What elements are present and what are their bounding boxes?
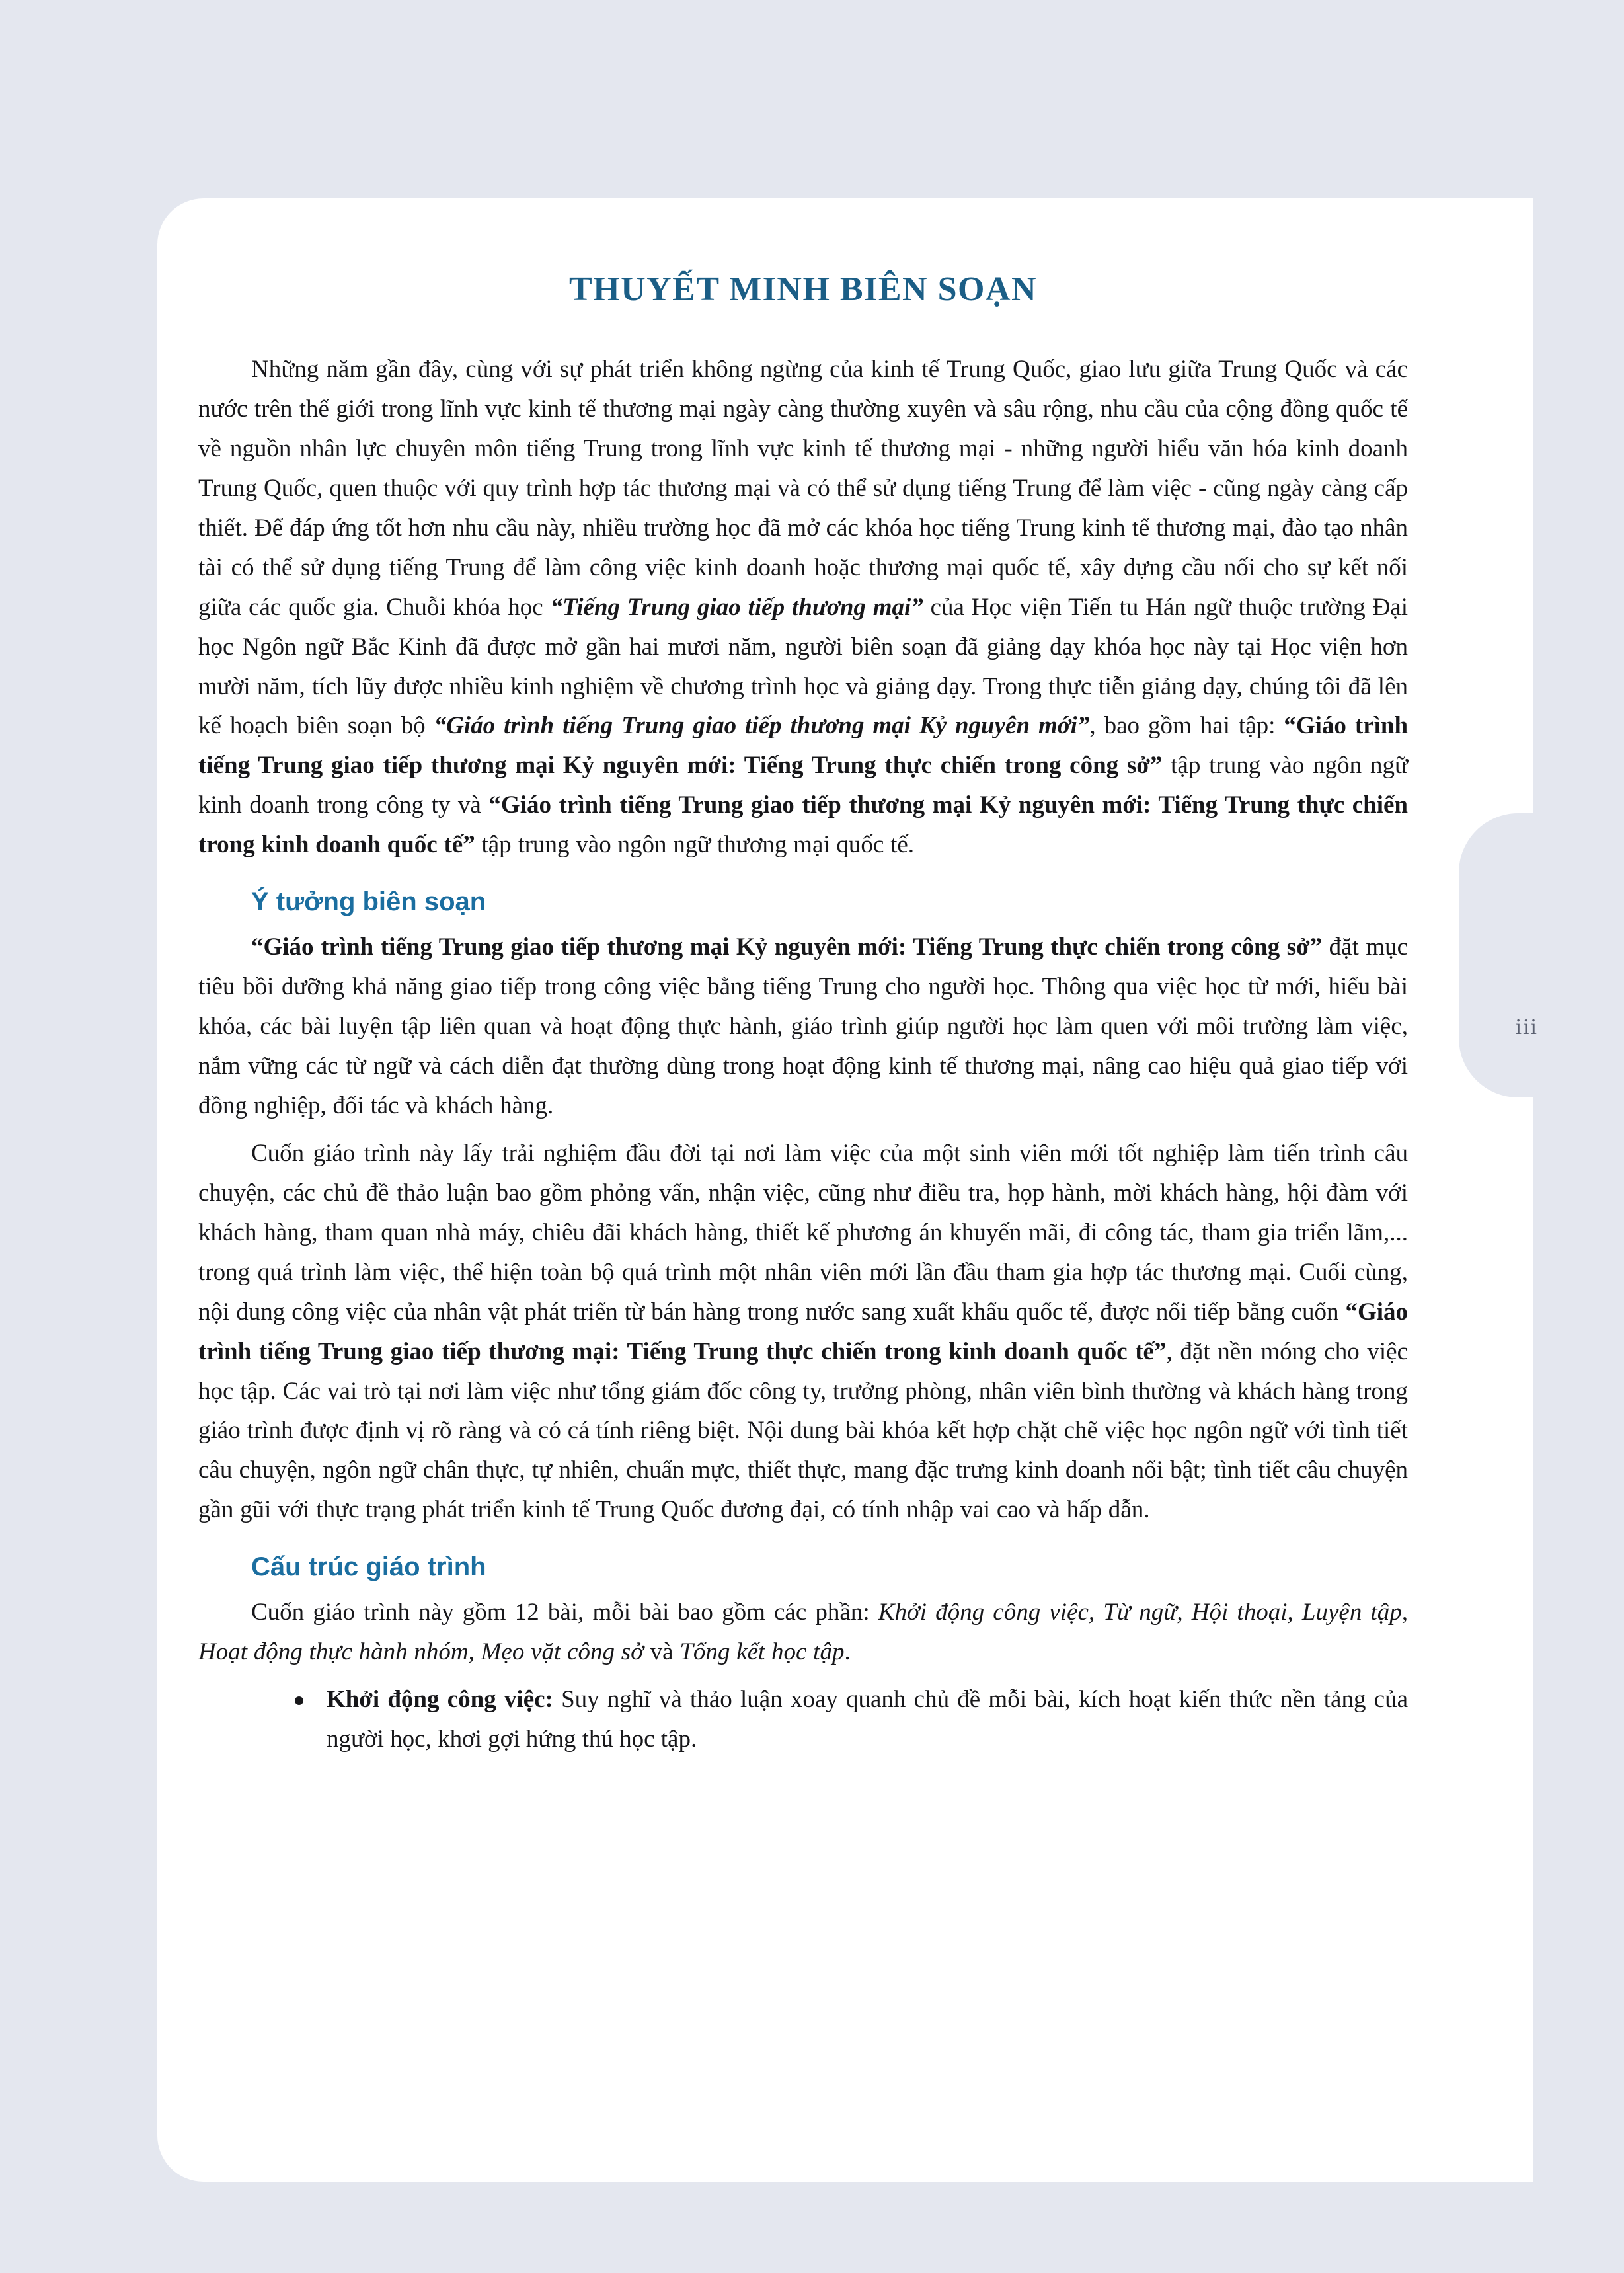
- intro-emphasis-1: “Tiếng Trung giao tiếp thương mại”: [550, 593, 923, 621]
- page-title: THUYẾT MINH BIÊN SOẠN: [568, 270, 1038, 308]
- section-heading-bien-soan: Ý tưởng biên soạn: [251, 887, 486, 917]
- s1p1-text-1: đặt mục tiêu bồi dưỡng khả năng giao tiếp trong công việc bằng tiếng Trung cho người học. Thông qua việc học từ mới, hiểu bài khóa, các bài luyện tập liên quan và hoạt động thực hành, giáo trình giúp người học làm quen với môi trường làm việc, nắm vững các từ ngữ và cách diễn đạt thường dùng trong hoạt động kinh tế thương mại, nâng cao hiệu quả giao tiếp với đồng nghiệp, đối tác và khách hàng.: [198, 934, 1409, 1119]
- intro-bold-1: “Giáo trình tiếng Trung giao tiếp thương mại Kỷ nguyên mới: Tiếng Trung thực chiến trong công sở”: [198, 712, 1409, 779]
- intro-paragraph: [198, 350, 1408, 865]
- s2p1-text-1: Cuốn giáo trình này gồm 12 bài, mỗi bài bao gồm các phần:: [251, 1599, 878, 1626]
- intro-text-2: của Học viện Tiến tu Hán ngữ thuộc trường Đại học Ngôn ngữ Bắc Kinh đã được mở gần hai mươi năm, người biên soạn đã giảng dạy khóa học này tại Học viện hơn mười năm, tích lũy được nhiều kinh nghiệm về chương trình học và giảng dạy. Trong thực tiễn giảng dạy, chúng tôi đã lên kế hoạch biên soạn bộ: [198, 593, 1408, 740]
- s2p1-emphasis-2: Tổng kết học tập: [679, 1638, 845, 1666]
- page-number: iii: [1515, 1015, 1538, 1039]
- intro-text-4: tập trung vào ngôn ngữ kinh doanh trong công ty và: [198, 752, 1409, 819]
- s2p1-text-2: và: [643, 1638, 680, 1666]
- section1-paragraph-1: [198, 928, 1408, 1126]
- s2p1-emphasis-1: Khởi động công việc, Từ ngữ, Hội thoại, Luyện tập, Hoạt động thực hành nhóm, Mẹo vặt công sở: [198, 1599, 1408, 1666]
- bullet-text-khoi-dong: Suy nghĩ và thảo luận xoay quanh chủ đề mỗi bài, kích hoạt kiến thức nền tảng của người học, khơi gợi hứng thú học tập.: [327, 1686, 1409, 1753]
- intro-text-3: , bao gồm hai tập:: [1089, 712, 1284, 740]
- section-heading-cau-truc: Cấu trúc giáo trình: [251, 1552, 486, 1582]
- s2p1-text-3: .: [844, 1638, 851, 1666]
- s1p2-bold-1: “Giáo trình tiếng Trung giao tiếp thương mại: Tiếng Trung thực chiến trong kinh doanh quốc tế”: [198, 1298, 1408, 1365]
- intro-text-1: Những năm gần đây, cùng với sự phát triển không ngừng của kinh tế Trung Quốc, giao lưu giữa Trung Quốc và các nước trên thế giới trong lĩnh vực kinh tế thương mại ngày càng thường xuyên và sâu rộng, nhu cầu của cộng đồng quốc tế về nguồn nhân lực chuyên môn tiếng Trung trong lĩnh vực kinh tế thương mại - những người hiểu văn hóa kinh doanh Trung Quốc, quen thuộc với quy trình hợp tác thương mại và có thể sử dụng tiếng Trung để làm việc - cũng ngày càng cấp thiết. Để đáp ứng tốt hơn nhu cầu này, nhiều trường học đã mở các khóa học tiếng Trung kinh tế thương mại, đào tạo nhân tài có thể sử dụng tiếng Trung để làm công việc kinh doanh hoặc thương mại quốc tế, xây dựng cầu nối cho sự kết nối giữa các quốc gia. Chuỗi khóa học: [198, 356, 1408, 621]
- intro-bold-2: “Giáo trình tiếng Trung giao tiếp thương mại Kỷ nguyên mới: Tiếng Trung thực chiến trong kinh doanh quốc tế”: [198, 791, 1408, 859]
- page-edge-notch-inner: [1492, 846, 1624, 1064]
- s1p1-bold-1: “Giáo trình tiếng Trung giao tiếp thương mại Kỷ nguyên mới: Tiếng Trung thực chiến trong công sở”: [251, 934, 1323, 961]
- page-content: [198, 238, 1408, 1766]
- section1-paragraph-2: [198, 1134, 1408, 1530]
- s1p2-text-2: , đặt nền móng cho việc học tập. Các vai trò tại nơi làm việc như tổng giám đốc công ty, trưởng phòng, nhân viên bình thường và khách hàng trong giáo trình được định vị rõ ràng và có cá tính riêng biệt. Nội dung bài khóa kết hợp chặt chẽ việc học ngôn ngữ với tình tiết câu chuyện, ngôn ngữ chân thực, tự nhiên, chuẩn mực, thiết thực, mang đặc trưng kinh doanh nổi bật; tình tiết câu chuyện gần gũi với thực trạng phát triển kinh tế Trung Quốc đương đại, có tính nhập vai cao và hấp dẫn.: [198, 1337, 1408, 1524]
- bullet-label-khoi-dong: Khởi động công việc:: [327, 1686, 553, 1714]
- intro-emphasis-2: “Giáo trình tiếng Trung giao tiếp thương mại Kỷ nguyên mới”: [434, 712, 1090, 740]
- list-item: [284, 1680, 1408, 1759]
- s1p2-text-1: Cuốn giáo trình này lấy trải nghiệm đầu đời tại nơi làm việc của một sinh viên mới tốt nghiệp làm tiến trình câu chuyện, các chủ đề thảo luận bao gồm phỏng vấn, nhận việc, cũng như điều tra, họp hành, mời khách hàng, hội đàm với khách hàng, tham quan nhà máy, chiêu đãi khách hàng, thiết kế phương án khuyến mãi, đi công tác, tham gia triển lãm,... trong quá trình làm việc, thể hiện toàn bộ quá trình một nhân viên mới lần đầu tham gia hợp tác thương mại. Cuối cùng, nội dung công việc của nhân vật phát triển từ bán hàng trong nước sang xuất khẩu quốc tế, được nối tiếp bằng cuốn: [198, 1139, 1408, 1326]
- intro-text-5: tập trung vào ngôn ngữ thương mại quốc tế.: [475, 831, 915, 859]
- section2-paragraph-1: [198, 1593, 1408, 1672]
- feature-list: [198, 1680, 1408, 1759]
